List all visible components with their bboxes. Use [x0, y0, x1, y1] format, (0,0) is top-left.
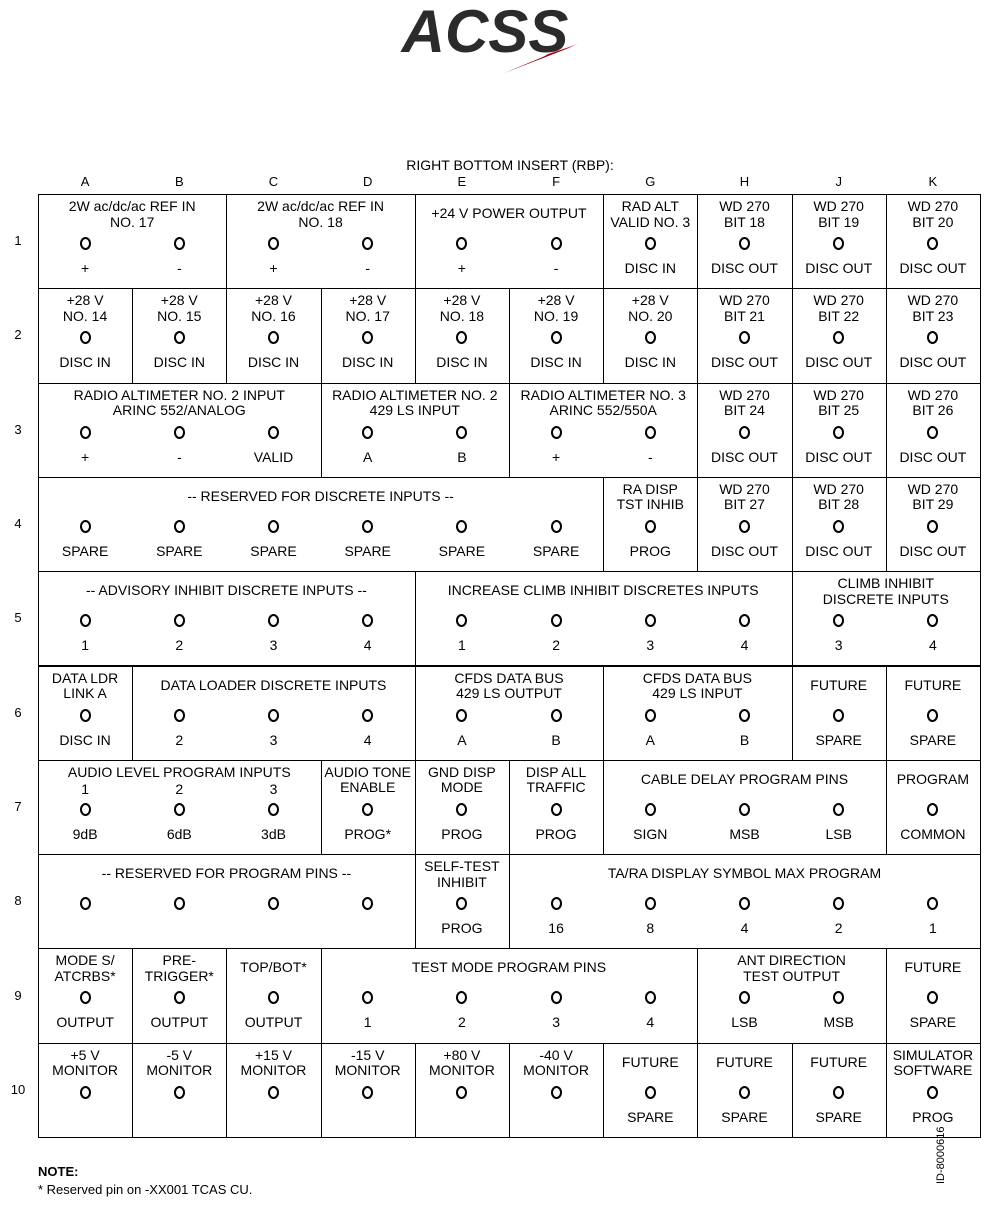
pin-sub-label: 2	[175, 637, 184, 654]
row-number: 9	[14, 987, 22, 1003]
pin-sub-label: 16	[548, 920, 564, 937]
cell-label: WD 270 BIT 25	[813, 386, 864, 419]
cell-label: TOP/BOT*	[240, 959, 307, 976]
pin-sub-label: DISC OUT	[899, 448, 967, 465]
row-number: 1	[14, 233, 22, 249]
cell-label: +28 V NO. 18	[439, 292, 485, 324]
cell-label: RADIO ALTIMETER NO. 2 429 LS INPUT	[332, 386, 498, 419]
cell-label: DISP ALL TRAFFIC	[525, 763, 587, 796]
cell-label: FUTURE	[904, 676, 962, 693]
pin-sub-label: DISC OUT	[805, 448, 873, 465]
pin-circle-icon	[927, 426, 938, 439]
pin-circle-icon	[456, 426, 467, 439]
pin-sub-label: B	[739, 731, 750, 748]
cell-label: +24 V POWER OUTPUT	[431, 205, 587, 221]
column-letter: D	[362, 174, 373, 189]
pin-sub-label: SIGN	[633, 825, 668, 842]
note-title: NOTE:	[38, 1164, 79, 1179]
pin-sub-label: SPARE	[909, 731, 957, 748]
figure-id: ID-8000616	[935, 1126, 947, 1184]
pin-sub-label: 9dB	[72, 825, 98, 842]
pin-sub-label: SPARE	[438, 542, 486, 559]
pin-sub-label: SPARE	[61, 542, 109, 559]
pin-sub-label: PROG	[629, 542, 671, 559]
row-number: 7	[14, 798, 22, 814]
cell-label: RADIO ALTIMETER NO. 3 ARINC 552/550A	[520, 386, 686, 419]
pin-sub-label: COMMON	[900, 825, 966, 842]
pin-sub-label: SPARE	[815, 1108, 862, 1125]
pin-circle-icon	[551, 614, 562, 627]
pin-sub-label: 1	[81, 637, 89, 654]
pin-number-label: 3	[269, 780, 278, 797]
cell-label: +28 V NO. 15	[157, 292, 202, 324]
pin-sub-label: SPARE	[250, 542, 297, 559]
pin-circle-icon	[80, 520, 91, 533]
pin-circle-icon	[645, 803, 656, 816]
pin-circle-icon	[174, 614, 185, 627]
pin-sub-label: DISC IN	[153, 354, 205, 371]
pin-circle-icon	[645, 331, 656, 344]
pin-sub-label: 1	[363, 1014, 372, 1031]
pin-circle-icon	[645, 614, 656, 627]
pin-circle-icon	[645, 1086, 656, 1099]
pin-circle-icon	[80, 426, 91, 439]
pin-circle-icon	[362, 426, 373, 439]
cell-label: WD 270 BIT 22	[813, 292, 864, 324]
pin-sub-label: -	[553, 260, 559, 276]
pin-sub-label: DISC OUT	[805, 260, 873, 276]
cell-label: CFDS DATA BUS 429 LS INPUT	[642, 669, 752, 701]
pin-circle-icon	[268, 803, 279, 816]
cell-label: TA/RA DISPLAY SYMBOL MAX PROGRAM	[607, 865, 882, 882]
pin-sub-label: A	[363, 448, 373, 465]
cell-label: 2W ac/dc/ac REF IN NO. 18	[257, 198, 384, 230]
pin-sub-label: SPARE	[909, 1014, 957, 1031]
pin-circle-icon	[551, 709, 562, 722]
pin-sub-label: DISC IN	[624, 354, 676, 371]
pin-sub-label: B	[551, 731, 561, 748]
pin-sub-label: -	[365, 260, 371, 276]
pin-number-label: 1	[81, 780, 89, 797]
cell-label: WD 270 BIT 18	[719, 198, 770, 230]
pin-sub-label: 1	[457, 637, 466, 654]
pin-sub-label: 4	[363, 731, 372, 748]
cell-label: FUTURE	[810, 1053, 868, 1070]
pin-sub-label: 4	[740, 637, 749, 654]
pin-sub-label: 2	[552, 637, 560, 654]
column-letter: J	[835, 174, 842, 189]
pin-circle-icon	[174, 803, 185, 816]
cell-label: TEST MODE PROGRAM PINS	[411, 959, 607, 976]
cell-label: MODE S/ ATCRBS*	[54, 952, 116, 984]
logo-text: ACSS	[401, 0, 569, 65]
pin-circle-icon	[80, 991, 91, 1004]
pin-sub-label: VALID	[253, 448, 294, 465]
row-number: 4	[14, 516, 22, 532]
pin-sub-label: DISC OUT	[711, 260, 778, 276]
cell-label: +28 V NO. 20	[628, 292, 673, 324]
pin-circle-icon	[80, 897, 91, 910]
cell-label: GND DISP MODE	[428, 763, 496, 796]
pin-circle-icon	[833, 426, 844, 439]
cell-label: WD 270 BIT 24	[719, 386, 770, 419]
cell-label: WD 270 BIT 21	[719, 292, 770, 324]
pin-sub-label: DISC OUT	[805, 542, 873, 559]
pin-sub-label: LSB	[825, 825, 852, 842]
cell-label: WD 270 BIT 20	[907, 198, 959, 230]
pin-circle-icon	[645, 237, 656, 250]
pin-circle-icon	[551, 803, 562, 816]
pin-sub-label: +	[81, 448, 90, 465]
pin-sub-label: DISC IN	[59, 731, 111, 748]
cell-label: PROGRAM	[896, 770, 970, 787]
pin-sub-label: DISC OUT	[899, 354, 967, 371]
cell-label: WD 270 BIT 29	[907, 480, 959, 513]
pin-circle-icon	[80, 1086, 91, 1099]
pin-sub-label: 6dB	[166, 825, 192, 842]
pin-sub-label: DISC OUT	[899, 542, 967, 559]
cell-label: -- ADVISORY INHIBIT DISCRETE INPUTS --	[85, 582, 367, 599]
pin-circle-icon	[739, 897, 750, 910]
pin-circle-icon	[362, 803, 373, 816]
pin-sub-label: OUTPUT	[56, 1014, 114, 1031]
cell-label: -- RESERVED FOR DISCRETE INPUTS --	[187, 487, 454, 504]
column-letter: H	[739, 174, 750, 189]
pin-circle-icon	[739, 426, 750, 439]
pin-circle-icon	[551, 520, 562, 533]
pin-circle-icon	[739, 803, 750, 816]
pin-sub-label: 8	[646, 920, 655, 937]
column-letter: E	[457, 174, 467, 189]
cell-label: INCREASE CLIMB INHIBIT DISCRETES INPUTS	[447, 582, 759, 599]
pin-sub-label: 3	[269, 731, 278, 748]
pin-sub-label: 3	[646, 637, 655, 654]
pin-circle-icon	[80, 803, 91, 816]
cell-label: WD 270 BIT 28	[813, 480, 864, 513]
pin-circle-icon	[833, 1086, 844, 1099]
pin-sub-label: DISC IN	[624, 260, 676, 276]
pin-sub-label: DISC OUT	[711, 448, 778, 465]
pin-sub-label: DISC OUT	[711, 542, 778, 559]
column-letter: A	[80, 174, 90, 189]
cell-label: RA DISP TST INHIB	[616, 480, 684, 513]
pin-sub-label: DISC IN	[530, 354, 582, 371]
cell-label: +28 V NO. 14	[62, 292, 108, 324]
insert-title: RIGHT BOTTOM INSERT (RBP):	[406, 157, 614, 173]
cell-label: PRE- TRIGGER*	[144, 952, 214, 984]
pin-sub-label: +	[552, 448, 561, 465]
cell-label: -- RESERVED FOR PROGRAM PINS --	[101, 865, 352, 882]
cell-label: FUTURE	[621, 1053, 679, 1070]
pin-sub-label: PROG	[441, 920, 483, 937]
pin-sub-label: +	[457, 260, 466, 276]
pin-sub-label: 2	[834, 920, 843, 937]
pin-sub-label: DISC IN	[59, 354, 111, 371]
pin-circle-icon	[174, 520, 185, 533]
pin-circle-icon	[174, 426, 185, 439]
pin-circle-icon	[268, 426, 279, 439]
cell-label: ANT DIRECTION TEST OUTPUT	[737, 952, 846, 984]
cell-label: WD 270 BIT 26	[907, 386, 959, 419]
pin-sub-label: DISC OUT	[711, 354, 778, 371]
pin-circle-icon	[174, 1086, 185, 1099]
cell-label: RAD ALT VALID NO. 3	[610, 198, 691, 230]
pin-circle-icon	[268, 709, 279, 722]
row-number: 6	[14, 704, 22, 720]
pin-circle-icon	[174, 709, 185, 722]
pin-circle-icon	[80, 237, 91, 250]
pin-circle-icon	[174, 237, 185, 250]
pin-sub-label: 4	[363, 637, 372, 654]
pin-circle-icon	[739, 520, 750, 533]
row-number: 8	[14, 893, 22, 909]
pin-circle-icon	[833, 709, 844, 722]
pin-circle-icon	[551, 991, 562, 1004]
pin-circle-icon	[268, 897, 279, 910]
note-text: * Reserved pin on -XX001 TCAS CU.	[38, 1182, 253, 1197]
cell-label: WD 270 BIT 23	[907, 292, 959, 324]
pin-sub-label: PROG	[441, 825, 483, 842]
column-letter: G	[645, 174, 656, 189]
pin-circle-icon	[174, 897, 185, 910]
pin-sub-label: -	[176, 260, 182, 276]
cell-label: CLIMB INHIBIT DISCRETE INPUTS	[822, 575, 949, 607]
pin-circle-icon	[739, 709, 750, 722]
row-number: 5	[14, 610, 22, 626]
pin-circle-icon	[551, 331, 562, 344]
pin-circle-icon	[551, 426, 562, 439]
row-number: 2	[14, 327, 22, 343]
pin-circle-icon	[645, 426, 656, 439]
cell-label: +5 V MONITOR	[52, 1046, 119, 1079]
pin-circle-icon	[739, 1086, 750, 1099]
pin-sub-label: DISC IN	[247, 354, 300, 371]
cell-label: +80 V MONITOR	[428, 1046, 495, 1079]
cell-label: AUDIO TONE ENABLE	[324, 763, 411, 796]
cell-label: +28 V NO. 17	[345, 292, 390, 324]
pin-sub-label: DISC OUT	[899, 260, 967, 276]
pin-sub-label: 3	[552, 1014, 560, 1031]
pin-circle-icon	[645, 520, 656, 533]
pin-circle-icon	[739, 237, 750, 250]
pin-sub-label: 1	[928, 920, 937, 937]
pin-sub-label: PROG	[912, 1108, 954, 1125]
pin-circle-icon	[456, 709, 467, 722]
cell-label: -40 V MONITOR	[523, 1046, 590, 1079]
pin-sub-label: SPARE	[721, 1108, 768, 1125]
cell-label: +28 V NO. 16	[251, 292, 296, 324]
cell-label: -15 V MONITOR	[334, 1046, 401, 1079]
pin-circle-icon	[551, 237, 562, 250]
pin-circle-icon	[268, 237, 279, 250]
column-letter: B	[174, 174, 184, 189]
cell-label: +15 V MONITOR	[240, 1046, 307, 1079]
pin-circle-icon	[80, 331, 91, 344]
pin-number-label: 2	[175, 780, 184, 797]
pin-sub-label: 3	[269, 637, 278, 654]
pin-sub-label: 4	[740, 920, 749, 937]
cell-label: FUTURE	[810, 676, 868, 693]
pin-circle-icon	[551, 897, 562, 910]
pin-sub-label: 3	[834, 637, 843, 654]
pin-sub-label: MSB	[729, 825, 760, 842]
pin-sub-label: 2	[175, 731, 184, 748]
pin-circle-icon	[174, 331, 185, 344]
pin-circle-icon	[551, 1086, 562, 1099]
row-number: 10	[10, 1081, 26, 1097]
pin-sub-label: PROG*	[344, 825, 392, 842]
pin-sub-label: 2	[457, 1014, 466, 1031]
pin-sub-label: A	[645, 731, 655, 748]
cell-label: SELF-TEST INHIBIT	[424, 858, 500, 890]
pin-circle-icon	[268, 1086, 279, 1099]
cell-label: AUDIO LEVEL PROGRAM INPUTS	[67, 763, 291, 780]
pin-circle-icon	[645, 897, 656, 910]
cell-label: CFDS DATA BUS 429 LS OUTPUT	[454, 669, 564, 701]
pin-circle-icon	[833, 803, 844, 816]
pin-circle-icon	[268, 520, 279, 533]
pin-sub-label: SPARE	[344, 542, 391, 559]
pin-sub-label: SPARE	[627, 1108, 674, 1125]
pin-sub-label: B	[457, 448, 467, 465]
pin-sub-label: -	[647, 448, 653, 465]
pin-sub-label: PROG	[535, 825, 577, 842]
row-number: 3	[14, 421, 22, 437]
pin-sub-label: A	[457, 731, 467, 748]
column-letter: F	[552, 174, 561, 189]
pin-sub-label: OUTPUT	[150, 1014, 209, 1031]
pin-sub-label: OUTPUT	[244, 1014, 303, 1031]
pin-sub-label: 3dB	[261, 825, 286, 842]
cell-label: 2W ac/dc/ac REF IN NO. 17	[68, 198, 196, 230]
pin-sub-label: MSB	[823, 1014, 854, 1031]
pin-sub-label: DISC IN	[342, 354, 394, 371]
pin-circle-icon	[927, 709, 938, 722]
cell-label: -5 V MONITOR	[146, 1046, 213, 1079]
pin-circle-icon	[362, 709, 373, 722]
cell-label: CABLE DELAY PROGRAM PINS	[640, 770, 849, 787]
cell-label: +28 V NO. 19	[533, 292, 579, 324]
pin-sub-label: SPARE	[815, 731, 862, 748]
pin-circle-icon	[80, 614, 91, 627]
pin-sub-label: -	[176, 448, 182, 465]
pin-sub-label: DISC IN	[436, 354, 488, 371]
cell-label: WD 270 BIT 27	[719, 480, 770, 513]
pin-sub-label: SPARE	[532, 542, 580, 559]
pin-sub-label: +	[269, 260, 278, 276]
cell-label: RADIO ALTIMETER NO. 2 INPUT ARINC 552/ANALOG	[73, 386, 285, 419]
column-letter: C	[268, 174, 279, 189]
cell-label: WD 270 BIT 19	[813, 198, 864, 230]
pin-circle-icon	[362, 1086, 373, 1099]
column-letter: K	[928, 174, 938, 189]
pin-circle-icon	[80, 709, 91, 722]
pin-sub-label: +	[81, 260, 90, 276]
cell-label: SIMULATOR SOFTWARE	[892, 1046, 974, 1079]
pin-sub-label: DISC OUT	[805, 354, 873, 371]
cell-label: DATA LDR LINK A	[51, 669, 119, 701]
pin-sub-label: LSB	[731, 1014, 758, 1031]
pin-sub-label: 4	[646, 1014, 655, 1031]
pin-sub-label: 4	[928, 637, 937, 654]
pin-circle-icon	[645, 709, 656, 722]
pin-sub-label: SPARE	[156, 542, 203, 559]
cell-label: FUTURE	[904, 959, 962, 976]
cell-label: FUTURE	[716, 1053, 773, 1070]
cell-label: DATA LOADER DISCRETE INPUTS	[160, 676, 387, 693]
